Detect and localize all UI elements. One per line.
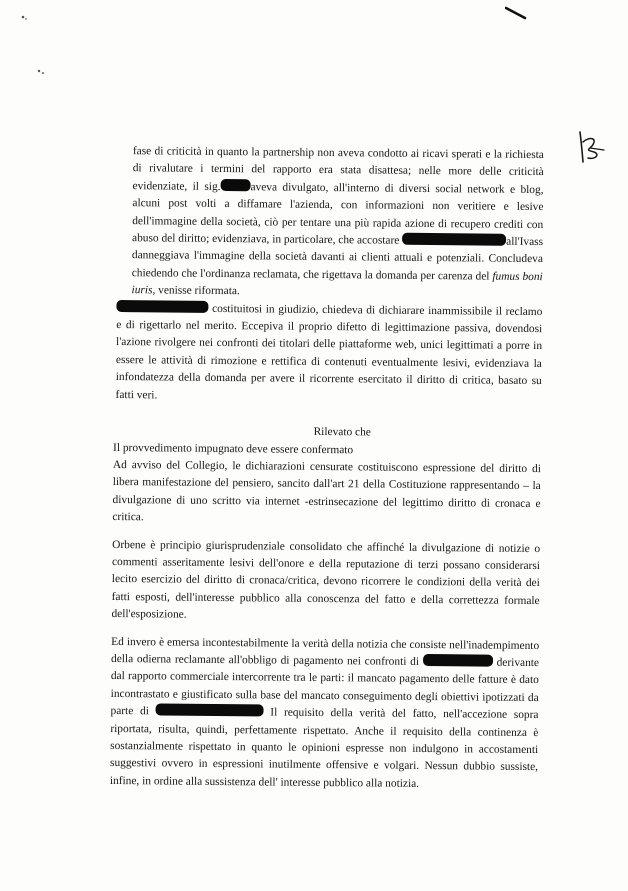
redaction-block (156, 704, 264, 717)
text-segment: costituitosi in giudizio, chiedeva di dichiarare inammissibile il reclamo e di rigettarlo nel merito. Eccepiva il proprio difetto di legittimazione passiva, dovendosi l'azione rivolgere nei confronti dei titolari delle piattaforme web, unici legittimati a porre in essere le attività di rimozione e rettifica di contenuti eventualmente lesivi, evidenziava la infondatezza della domanda per avere il ricorrente esercitato il diritto di critica, basato su fatti veri. (115, 302, 543, 402)
text-segment: aveva divulgato, all'interno di diversi social network e blog, alcuni post volti a diffamare l'azienda, con informazioni non veritiere e lesive dell'immagine della società, ciò per tentare una più rapida azione di recupero crediti con abuso del diritto; evidenziava, in particolare, che accostare (132, 181, 544, 247)
text-segment: fase di criticità in quanto la partnership non aveva condotto ai ricavi sperati e la richiesta di rivalutare i termini del rapporto era stata disattesa; nelle more delle criticità evidenziate, il sig. (132, 145, 544, 193)
text-segment: venisse riformata. (158, 284, 240, 298)
text-segment: derivante dal rapporto commerciale intercorrente tra le parti: il mancato pagamento delle fatture è dato incontrastato e giustificato sulla base del mancato conseguimento degli obiettivi ipotizzati da parte di (110, 656, 540, 718)
scan-artifact-dot (20, 14, 28, 22)
redaction-block (423, 654, 493, 667)
redaction-block (116, 300, 208, 313)
paragraph-principle: Orbene è principio giurisprudenziale consolidato che affinché la divulgazione di notizie o commenti asseritamente lesivi dell'onore e della reputazione di terzi possano considerarsi lecito esercizio del diritto di cronaca/critica, devono ricorrere le condizioni della verità dei fatti esposti, dell'interesse pubblico alla conoscenza del fatto e della correttezza formale dell'esposizione. (111, 538, 541, 621)
text-segment: Il requisito della verità del fatto, nell'accezione sopra riportata, risulta, quindi, perfettamente rispettato. Anche il requisito della continenza è sostanzialmente rispettato in quanto le opinioni espresse non indulgono in accostamenti suggestivi ovvero in espressioni inutilmente offensive e volgari. Nessun dubbio sussiste, infine, in ordine alla sussistenza dell' interesse pubblico alla notizia. (109, 706, 539, 790)
paragraph-defense (115, 300, 542, 409)
scan-artifact-dot (36, 68, 46, 76)
latin-term: fumus boni iuris, (131, 270, 543, 297)
handwritten-initials (574, 128, 608, 164)
paragraph-conclusion: Il provvedimento impugnato deve essere confermato (113, 441, 354, 456)
paragraph-collegio: Ad avviso del Collegio, le dichiarazioni censurate costituiscono espressione del diritto di libera manifestazione del pensiero, sancito dall'art 21 della Costituzione rappresentando – la divulgazione di uno scritto via internet -estrinsecazione del legittimo diritto di cronaca e critica. (112, 458, 541, 524)
section-heading: Rilevato che (313, 426, 371, 439)
text-segment: Ed invero è emersa incontestabilmente la verità della notizia che consiste nell'inadempimento della odierna reclamante all'obbligo di pagamento nei confronti di (110, 635, 540, 668)
redaction-block (220, 179, 250, 191)
paragraph-claims (131, 143, 543, 304)
paragraph-truth (110, 634, 539, 795)
redaction-block (402, 233, 506, 246)
scan-artifact-mark (505, 6, 527, 20)
document-body (110, 143, 544, 794)
text-segment: all'Ivass danneggiava l'immagine della società davanti ai clienti attuali e potenziali. Concludeva chiedendo che l'ordinanza reclamata, che rigettava la domanda per carenza del (131, 235, 544, 283)
